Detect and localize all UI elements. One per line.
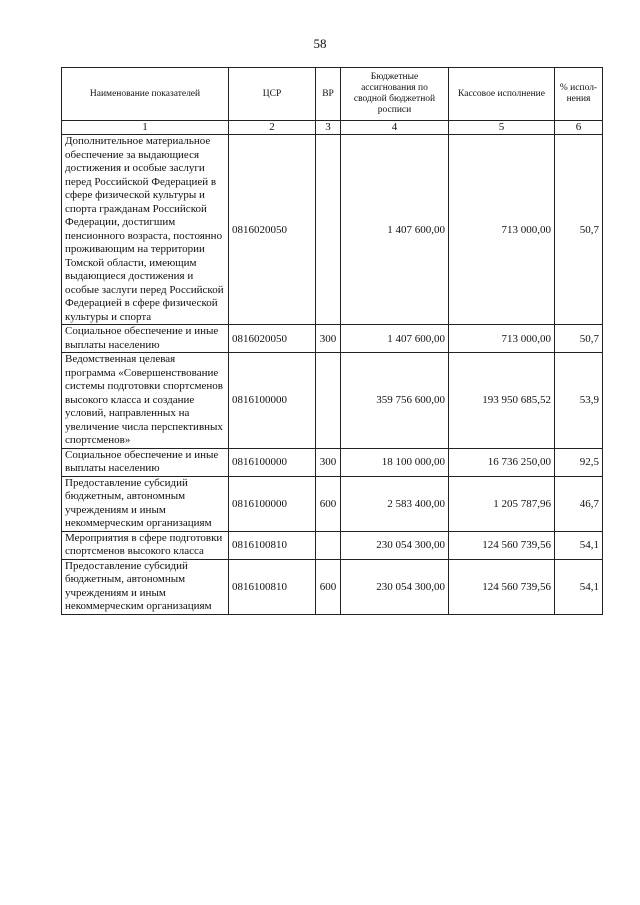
- row-name: Предоставление субсидий бюджетным, автономным учреждениям и иным некоммерческим организациям: [62, 476, 229, 531]
- row-name: Предоставление субсидий бюджетным, автономным учреждениям и иным некоммерческим организациям: [62, 559, 229, 614]
- row-percent: 54,1: [555, 559, 603, 614]
- column-number-row: [62, 121, 603, 135]
- table-row: [62, 531, 603, 559]
- row-cash: 16 736 250,00: [449, 448, 555, 476]
- row-percent: 46,7: [555, 476, 603, 531]
- row-cash: 124 560 739,56: [449, 559, 555, 614]
- row-budget: 359 756 600,00: [341, 353, 449, 449]
- row-vr: 300: [316, 448, 341, 476]
- table-row: [62, 476, 603, 531]
- header-cash: Кассовое исполнение: [449, 68, 555, 121]
- header-percent: % испол-нения: [555, 68, 603, 121]
- row-budget: 18 100 000,00: [341, 448, 449, 476]
- table-row: [62, 559, 603, 614]
- row-budget: 230 054 300,00: [341, 531, 449, 559]
- header-name: Наименование показателей: [62, 68, 229, 121]
- row-cash: 713 000,00: [449, 135, 555, 325]
- table-row: [62, 353, 603, 449]
- row-vr: 600: [316, 476, 341, 531]
- row-percent: 50,7: [555, 135, 603, 325]
- header-csr: ЦСР: [229, 68, 316, 121]
- row-cash: 124 560 739,56: [449, 531, 555, 559]
- row-cash: 713 000,00: [449, 325, 555, 353]
- header-budget: Бюджетные ассигнования по сводной бюджетной росписи: [341, 68, 449, 121]
- row-csr: 0816100000: [229, 476, 316, 531]
- row-csr: 0816020050: [229, 325, 316, 353]
- column-number: 5: [449, 121, 555, 135]
- column-number: 4: [341, 121, 449, 135]
- row-budget: 1 407 600,00: [341, 325, 449, 353]
- row-vr: [316, 135, 341, 325]
- row-percent: 92,5: [555, 448, 603, 476]
- row-csr: 0816100810: [229, 531, 316, 559]
- row-budget: 1 407 600,00: [341, 135, 449, 325]
- row-budget: 230 054 300,00: [341, 559, 449, 614]
- row-vr: [316, 531, 341, 559]
- row-csr: 0816100000: [229, 353, 316, 449]
- row-name: Мероприятия в сфере подготовки спортсменов высокого класса: [62, 531, 229, 559]
- row-cash: 193 950 685,52: [449, 353, 555, 449]
- table-row: [62, 325, 603, 353]
- page-number: 58: [313, 36, 327, 51]
- header-vr: ВР: [316, 68, 341, 121]
- table-row: [62, 135, 603, 325]
- column-number: 2: [229, 121, 316, 135]
- row-percent: 54,1: [555, 531, 603, 559]
- table-row: [62, 448, 603, 476]
- budget-table: [61, 67, 603, 615]
- row-percent: 53,9: [555, 353, 603, 449]
- row-name: Социальное обеспечение и иные выплаты населению: [62, 325, 229, 353]
- row-csr: 0816020050: [229, 135, 316, 325]
- row-name: Дополнительное материальное обеспечение за выдающиеся достижения и особые заслуги перед Российской Федерацией в сфере физической культуры и спорта гражданам Российской Федерации, достигшим пенсионного возраста, постоянно проживающим на территории Томской области, имеющим выдающиеся достижения и особые заслуги перед Российской Федерацией в сфере физической культуры и спорта: [62, 135, 229, 325]
- row-csr: 0816100810: [229, 559, 316, 614]
- row-vr: 300: [316, 325, 341, 353]
- row-name: Социальное обеспечение и иные выплаты населению: [62, 448, 229, 476]
- row-vr: [316, 353, 341, 449]
- row-vr: 600: [316, 559, 341, 614]
- column-number: 6: [555, 121, 603, 135]
- column-number: 3: [316, 121, 341, 135]
- column-number: 1: [62, 121, 229, 135]
- row-budget: 2 583 400,00: [341, 476, 449, 531]
- row-cash: 1 205 787,96: [449, 476, 555, 531]
- header-row: [62, 68, 603, 121]
- row-csr: 0816100000: [229, 448, 316, 476]
- row-name: Ведомственная целевая программа «Совершенствование системы подготовки спортсменов высокого класса и создание условий, направленных на увеличение числа перспективных спортсменов»: [62, 353, 229, 449]
- row-percent: 50,7: [555, 325, 603, 353]
